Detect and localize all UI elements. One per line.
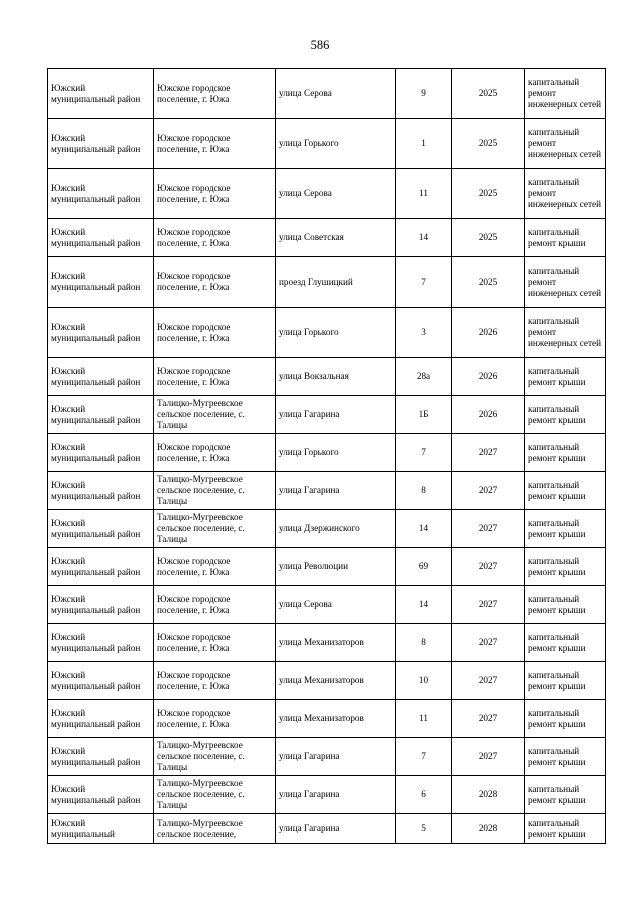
year-cell: 2025 xyxy=(452,119,525,169)
house-number-cell: 11 xyxy=(396,169,452,219)
table-row xyxy=(48,119,606,169)
settlement-cell: Талицко-Мугреевское сельское поселение, xyxy=(154,814,276,844)
house-number-cell: 14 xyxy=(396,586,452,624)
district-cell: Южский муниципальный район xyxy=(48,257,154,308)
house-number-cell: 1 xyxy=(396,119,452,169)
district-cell: Южский муниципальный район xyxy=(48,700,154,738)
street-cell: улица Гагарина xyxy=(276,814,396,844)
district-cell: Южский муниципальный район xyxy=(48,219,154,257)
table-row xyxy=(48,257,606,308)
district-cell: Южский муниципальный район xyxy=(48,396,154,434)
street-cell: улица Серова xyxy=(276,169,396,219)
work-type-cell: капитальный ремонт крыши xyxy=(525,624,606,662)
district-cell: Южский муниципальный район xyxy=(48,434,154,472)
year-cell: 2025 xyxy=(452,69,525,119)
settlement-cell: Южское городское поселение, г. Южа xyxy=(154,69,276,119)
work-type-cell: капитальный ремонт инженерных сетей xyxy=(525,308,606,358)
street-cell: улица Механизаторов xyxy=(276,624,396,662)
table-row xyxy=(48,472,606,510)
year-cell: 2027 xyxy=(452,624,525,662)
work-type-cell: капитальный ремонт крыши xyxy=(525,396,606,434)
district-cell: Южский муниципальный xyxy=(48,814,154,844)
street-cell: проезд Глушицкий xyxy=(276,257,396,308)
year-cell: 2026 xyxy=(452,308,525,358)
work-type-cell: капитальный ремонт крыши xyxy=(525,586,606,624)
district-cell: Южский муниципальный район xyxy=(48,358,154,396)
settlement-cell: Южское городское поселение, г. Южа xyxy=(154,308,276,358)
settlement-cell: Южское городское поселение, г. Южа xyxy=(154,434,276,472)
page-number: 586 xyxy=(310,38,330,52)
work-type-cell: капитальный ремонт крыши xyxy=(525,548,606,586)
year-cell: 2027 xyxy=(452,548,525,586)
house-number-cell: 28а xyxy=(396,358,452,396)
table-row xyxy=(48,738,606,776)
work-type-cell: капитальный ремонт крыши xyxy=(525,510,606,548)
settlement-cell: Талицко-Мугреевское сельское поселение, с. Талицы xyxy=(154,776,276,814)
settlement-cell: Талицко-Мугреевское сельское поселение, с. Талицы xyxy=(154,738,276,776)
street-cell: улица Серова xyxy=(276,586,396,624)
house-number-cell: 8 xyxy=(396,624,452,662)
street-cell: улица Горького xyxy=(276,308,396,358)
table-row xyxy=(48,700,606,738)
work-type-cell: капитальный ремонт инженерных сетей xyxy=(525,69,606,119)
house-number-cell: 7 xyxy=(396,738,452,776)
settlement-cell: Талицко-Мугреевское сельское поселение, с. Талицы xyxy=(154,396,276,434)
settlement-cell: Южское городское поселение, г. Южа xyxy=(154,219,276,257)
district-cell: Южский муниципальный район xyxy=(48,776,154,814)
table-row xyxy=(48,219,606,257)
street-cell: улица Вокзальная xyxy=(276,358,396,396)
year-cell: 2025 xyxy=(452,169,525,219)
street-cell: улица Горького xyxy=(276,434,396,472)
street-cell: улица Серова xyxy=(276,69,396,119)
settlement-cell: Южское городское поселение, г. Южа xyxy=(154,257,276,308)
district-cell: Южский муниципальный район xyxy=(48,69,154,119)
year-cell: 2027 xyxy=(452,700,525,738)
settlement-cell: Южское городское поселение, г. Южа xyxy=(154,169,276,219)
street-cell: улица Советская xyxy=(276,219,396,257)
year-cell: 2026 xyxy=(452,358,525,396)
work-type-cell: капитальный ремонт инженерных сетей xyxy=(525,257,606,308)
district-cell: Южский муниципальный район xyxy=(48,308,154,358)
house-number-cell: 14 xyxy=(396,510,452,548)
work-type-cell: капитальный ремонт крыши xyxy=(525,434,606,472)
settlement-cell: Южское городское поселение, г. Южа xyxy=(154,358,276,396)
district-cell: Южский муниципальный район xyxy=(48,510,154,548)
year-cell: 2027 xyxy=(452,586,525,624)
table-row xyxy=(48,434,606,472)
work-type-cell: капитальный ремонт инженерных сетей xyxy=(525,169,606,219)
year-cell: 2028 xyxy=(452,776,525,814)
table-row xyxy=(48,776,606,814)
street-cell: улица Горького xyxy=(276,119,396,169)
work-type-cell: капитальный ремонт инженерных сетей xyxy=(525,119,606,169)
table-row xyxy=(48,814,606,844)
year-cell: 2027 xyxy=(452,738,525,776)
work-type-cell: капитальный ремонт крыши xyxy=(525,700,606,738)
year-cell: 2027 xyxy=(452,434,525,472)
street-cell: улица Механизаторов xyxy=(276,662,396,700)
work-type-cell: капитальный ремонт крыши xyxy=(525,219,606,257)
work-type-cell: капитальный ремонт крыши xyxy=(525,814,606,844)
settlement-cell: Южское городское поселение, г. Южа xyxy=(154,700,276,738)
work-type-cell: капитальный ремонт крыши xyxy=(525,662,606,700)
district-cell: Южский муниципальный район xyxy=(48,548,154,586)
settlement-cell: Южское городское поселение, г. Южа xyxy=(154,119,276,169)
work-type-cell: капитальный ремонт крыши xyxy=(525,472,606,510)
work-type-cell: капитальный ремонт крыши xyxy=(525,776,606,814)
table-row xyxy=(48,396,606,434)
street-cell: улица Гагарина xyxy=(276,396,396,434)
capital-repair-table xyxy=(47,68,606,844)
table-row xyxy=(48,69,606,119)
year-cell: 2027 xyxy=(452,662,525,700)
table-row xyxy=(48,358,606,396)
table-row xyxy=(48,169,606,219)
table-row xyxy=(48,308,606,358)
year-cell: 2026 xyxy=(452,396,525,434)
house-number-cell: 8 xyxy=(396,472,452,510)
district-cell: Южский муниципальный район xyxy=(48,586,154,624)
district-cell: Южский муниципальный район xyxy=(48,119,154,169)
house-number-cell: 7 xyxy=(396,257,452,308)
district-cell: Южский муниципальный район xyxy=(48,472,154,510)
street-cell: улица Гагарина xyxy=(276,738,396,776)
year-cell: 2025 xyxy=(452,219,525,257)
house-number-cell: 3 xyxy=(396,308,452,358)
street-cell: улица Революции xyxy=(276,548,396,586)
house-number-cell: 9 xyxy=(396,69,452,119)
district-cell: Южский муниципальный район xyxy=(48,738,154,776)
year-cell: 2025 xyxy=(452,257,525,308)
district-cell: Южский муниципальный район xyxy=(48,169,154,219)
street-cell: улица Гагарина xyxy=(276,776,396,814)
house-number-cell: 10 xyxy=(396,662,452,700)
table-row xyxy=(48,586,606,624)
settlement-cell: Южское городское поселение, г. Южа xyxy=(154,662,276,700)
street-cell: улица Механизаторов xyxy=(276,700,396,738)
house-number-cell: 14 xyxy=(396,219,452,257)
house-number-cell: 7 xyxy=(396,434,452,472)
work-type-cell: капитальный ремонт крыши xyxy=(525,358,606,396)
table-row xyxy=(48,548,606,586)
settlement-cell: Талицко-Мугреевское сельское поселение, с. Талицы xyxy=(154,510,276,548)
settlement-cell: Южское городское поселение, г. Южа xyxy=(154,586,276,624)
house-number-cell: 11 xyxy=(396,700,452,738)
settlement-cell: Южское городское поселение, г. Южа xyxy=(154,548,276,586)
house-number-cell: 69 xyxy=(396,548,452,586)
year-cell: 2027 xyxy=(452,510,525,548)
house-number-cell: 1Б xyxy=(396,396,452,434)
settlement-cell: Южское городское поселение, г. Южа xyxy=(154,624,276,662)
district-cell: Южский муниципальный район xyxy=(48,624,154,662)
house-number-cell: 5 xyxy=(396,814,452,844)
table-row xyxy=(48,510,606,548)
year-cell: 2027 xyxy=(452,472,525,510)
street-cell: улица Гагарина xyxy=(276,472,396,510)
house-number-cell: 6 xyxy=(396,776,452,814)
year-cell: 2028 xyxy=(452,814,525,844)
settlement-cell: Талицко-Мугреевское сельское поселение, с. Талицы xyxy=(154,472,276,510)
street-cell: улица Дзержинского xyxy=(276,510,396,548)
district-cell: Южский муниципальный район xyxy=(48,662,154,700)
work-type-cell: капитальный ремонт крыши xyxy=(525,738,606,776)
table-row xyxy=(48,662,606,700)
table-body xyxy=(48,69,606,844)
table-row xyxy=(48,624,606,662)
